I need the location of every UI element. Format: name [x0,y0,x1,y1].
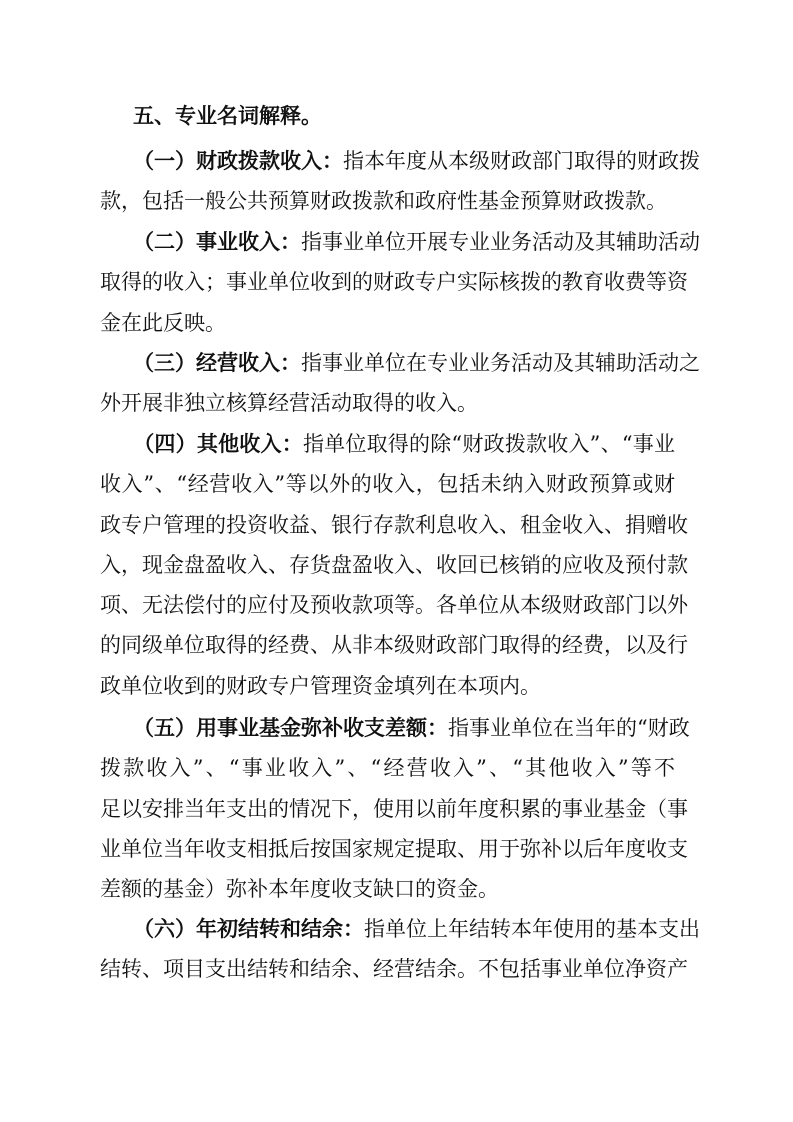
paragraph-line: 政单位收到的财政专户管理资金填列在本项内。 [100,673,541,698]
definition-text: 指单位取得的除“财政拨款收入”、“事业 [302,432,675,456]
definition-text: 指事业单位在专业业务活动及其辅助活动之 [301,351,700,375]
definition-text: 指事业单位在当年的“财政 [448,716,690,740]
paragraph-line: 差额的基金）弥补本年度收支缺口的资金。 [100,877,499,902]
term-label: （一）财政拨款收入： [133,148,343,173]
paragraph-line: 政专户管理的投资收益、银行存款利息收入、租金收入、捐赠收 [100,512,688,537]
term-label: （三）经营收入： [133,350,301,375]
paragraph-line [100,343,700,383]
term-paragraph-business-fund-offset [100,708,690,909]
paragraph-line [100,424,675,464]
definition-text: 指事业单位开展专业业务活动及其辅助活动 [301,230,700,254]
term-label: （五）用事业基金弥补收支差额： [133,715,448,740]
paragraph-line: 足以安排当年支出的情况下，使用以前年度积累的事业基金（事 [100,796,688,821]
paragraph-line: 拨款收入”、“事业收入”、“经营收入”、“其他收入”等不 [100,756,675,781]
definition-text: 指本年度从本级财政部门取得的财政拨 [343,149,700,173]
section-heading: 五、专业名词解释。 [133,103,322,128]
term-paragraph-other-income [100,424,690,706]
paragraph-line [100,222,700,262]
paragraph-line [100,141,700,181]
paragraph-line: 取得的收入；事业单位收到的财政专户实际核拨的教育收费等资 [100,270,688,295]
paragraph-line: 外开展非独立核算经营活动取得的收入。 [100,391,478,416]
paragraph-line [100,909,700,949]
term-paragraph-fiscal-appropriation-income [100,141,700,222]
paragraph-line [100,708,690,748]
paragraph-line: 入，现金盘盈收入、存货盘盈收入、收回已核销的应收及预付款 [100,552,688,577]
term-paragraph-business-income [100,222,700,343]
paragraph-line: 结转、项目支出结转和结余、经营结余。不包括事业单位净资产 [100,957,688,982]
paragraph-line: 款，包括一般公共预算财政拨款和政府性基金预算财政拨款。 [100,189,667,214]
paragraph-line: 业单位当年收支相抵后按国家规定提取、用于弥补以后年度收支 [100,836,688,861]
term-label: （四）其他收入： [133,431,303,456]
paragraph-line: 金在此反映。 [100,310,226,335]
term-label: （六）年初结转和结余： [133,916,364,941]
term-paragraph-carryover-balance [100,909,700,990]
definition-text: 指单位上年结转本年使用的基本支出 [364,917,700,941]
paragraph-line: 项、无法偿付的应付及预收款项等。各单位从本级财政部门以外 [100,593,688,618]
paragraph-line: 收入”、“经营收入”等以外的收入，包括未纳入财政预算或财 [100,472,675,497]
paragraph-line: 的同级单位取得的经费、从非本级财政部门取得的经费，以及行 [100,633,688,658]
term-paragraph-operating-income [100,343,700,424]
term-label: （二）事业收入： [133,229,301,254]
